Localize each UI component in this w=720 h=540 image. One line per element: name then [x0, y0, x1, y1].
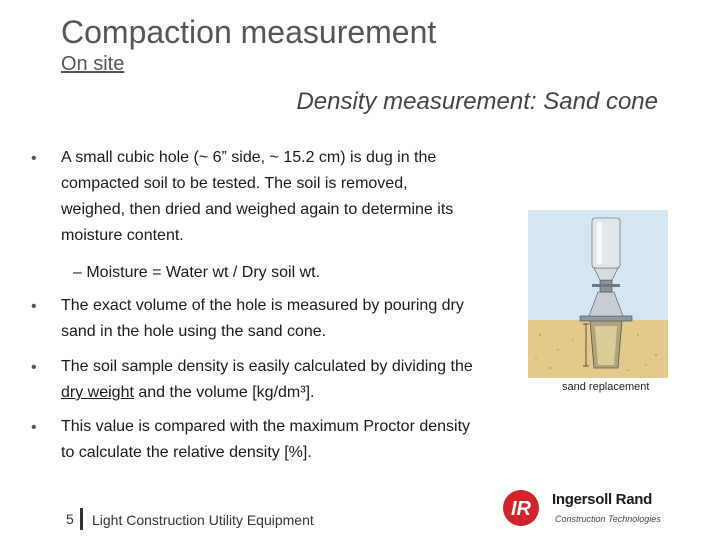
- text-line: The exact volume of the hole is measured by pouring dry: [61, 297, 464, 314]
- figure-caption: sand replacement: [562, 381, 650, 393]
- sand-in-hole: [595, 326, 617, 365]
- bullet-text-2: [61, 293, 531, 345]
- text-line-rest: and the volume [kg/dm³].: [133, 384, 315, 401]
- bullet-text-1: [61, 145, 531, 249]
- jar: [592, 218, 620, 268]
- logo-brand-name: Ingersoll Rand: [552, 491, 652, 508]
- text-line: This value is compared with the maximum Proctor density: [61, 418, 471, 435]
- sand-cone-illustration: [528, 210, 668, 378]
- jar-highlight: [597, 222, 602, 264]
- text-line: moisture content.: [61, 227, 184, 244]
- section-heading: Density measurement: Sand cone: [296, 88, 658, 115]
- slide-subtitle: On site: [61, 53, 125, 75]
- text-line: sand in the hole using the sand cone.: [61, 323, 327, 340]
- footer-text: Light Construction Utility Equipment: [92, 512, 314, 528]
- logo-mark-text: IR: [511, 498, 531, 520]
- valve-handle: [592, 284, 620, 287]
- underlined-term: dry weight: [61, 384, 134, 401]
- company-logo: [496, 486, 666, 532]
- text-line: A small cubic hole (~ 6” side, ~ 15.2 cm) is dug in the: [61, 149, 437, 166]
- bullet-text-3: [61, 354, 531, 406]
- bullet-marker: •: [31, 419, 37, 436]
- sub-bullet: – Moisture = Water wt / Dry soil wt.: [73, 264, 321, 281]
- text-line: to calculate the relative density [%].: [61, 444, 312, 461]
- bullet-marker: •: [31, 298, 37, 315]
- page-number: 5: [66, 511, 74, 527]
- footer-divider: [80, 508, 83, 530]
- text-line: The soil sample density is easily calculated by dividing the: [61, 358, 473, 375]
- bullet-marker: •: [31, 359, 37, 376]
- bullet-marker: •: [31, 150, 37, 167]
- logo-tagline: Construction Technologies: [555, 514, 661, 524]
- text-line: [61, 380, 531, 406]
- ir-logo-mark: [496, 486, 552, 532]
- bullet-text-4: [61, 414, 531, 466]
- slide-title: Compaction measurement: [61, 14, 437, 50]
- text-line: weighed, then dried and weighed again to determine its: [61, 201, 454, 218]
- text-line: compacted soil to be tested. The soil is removed,: [61, 175, 408, 192]
- base-plate: [580, 316, 632, 321]
